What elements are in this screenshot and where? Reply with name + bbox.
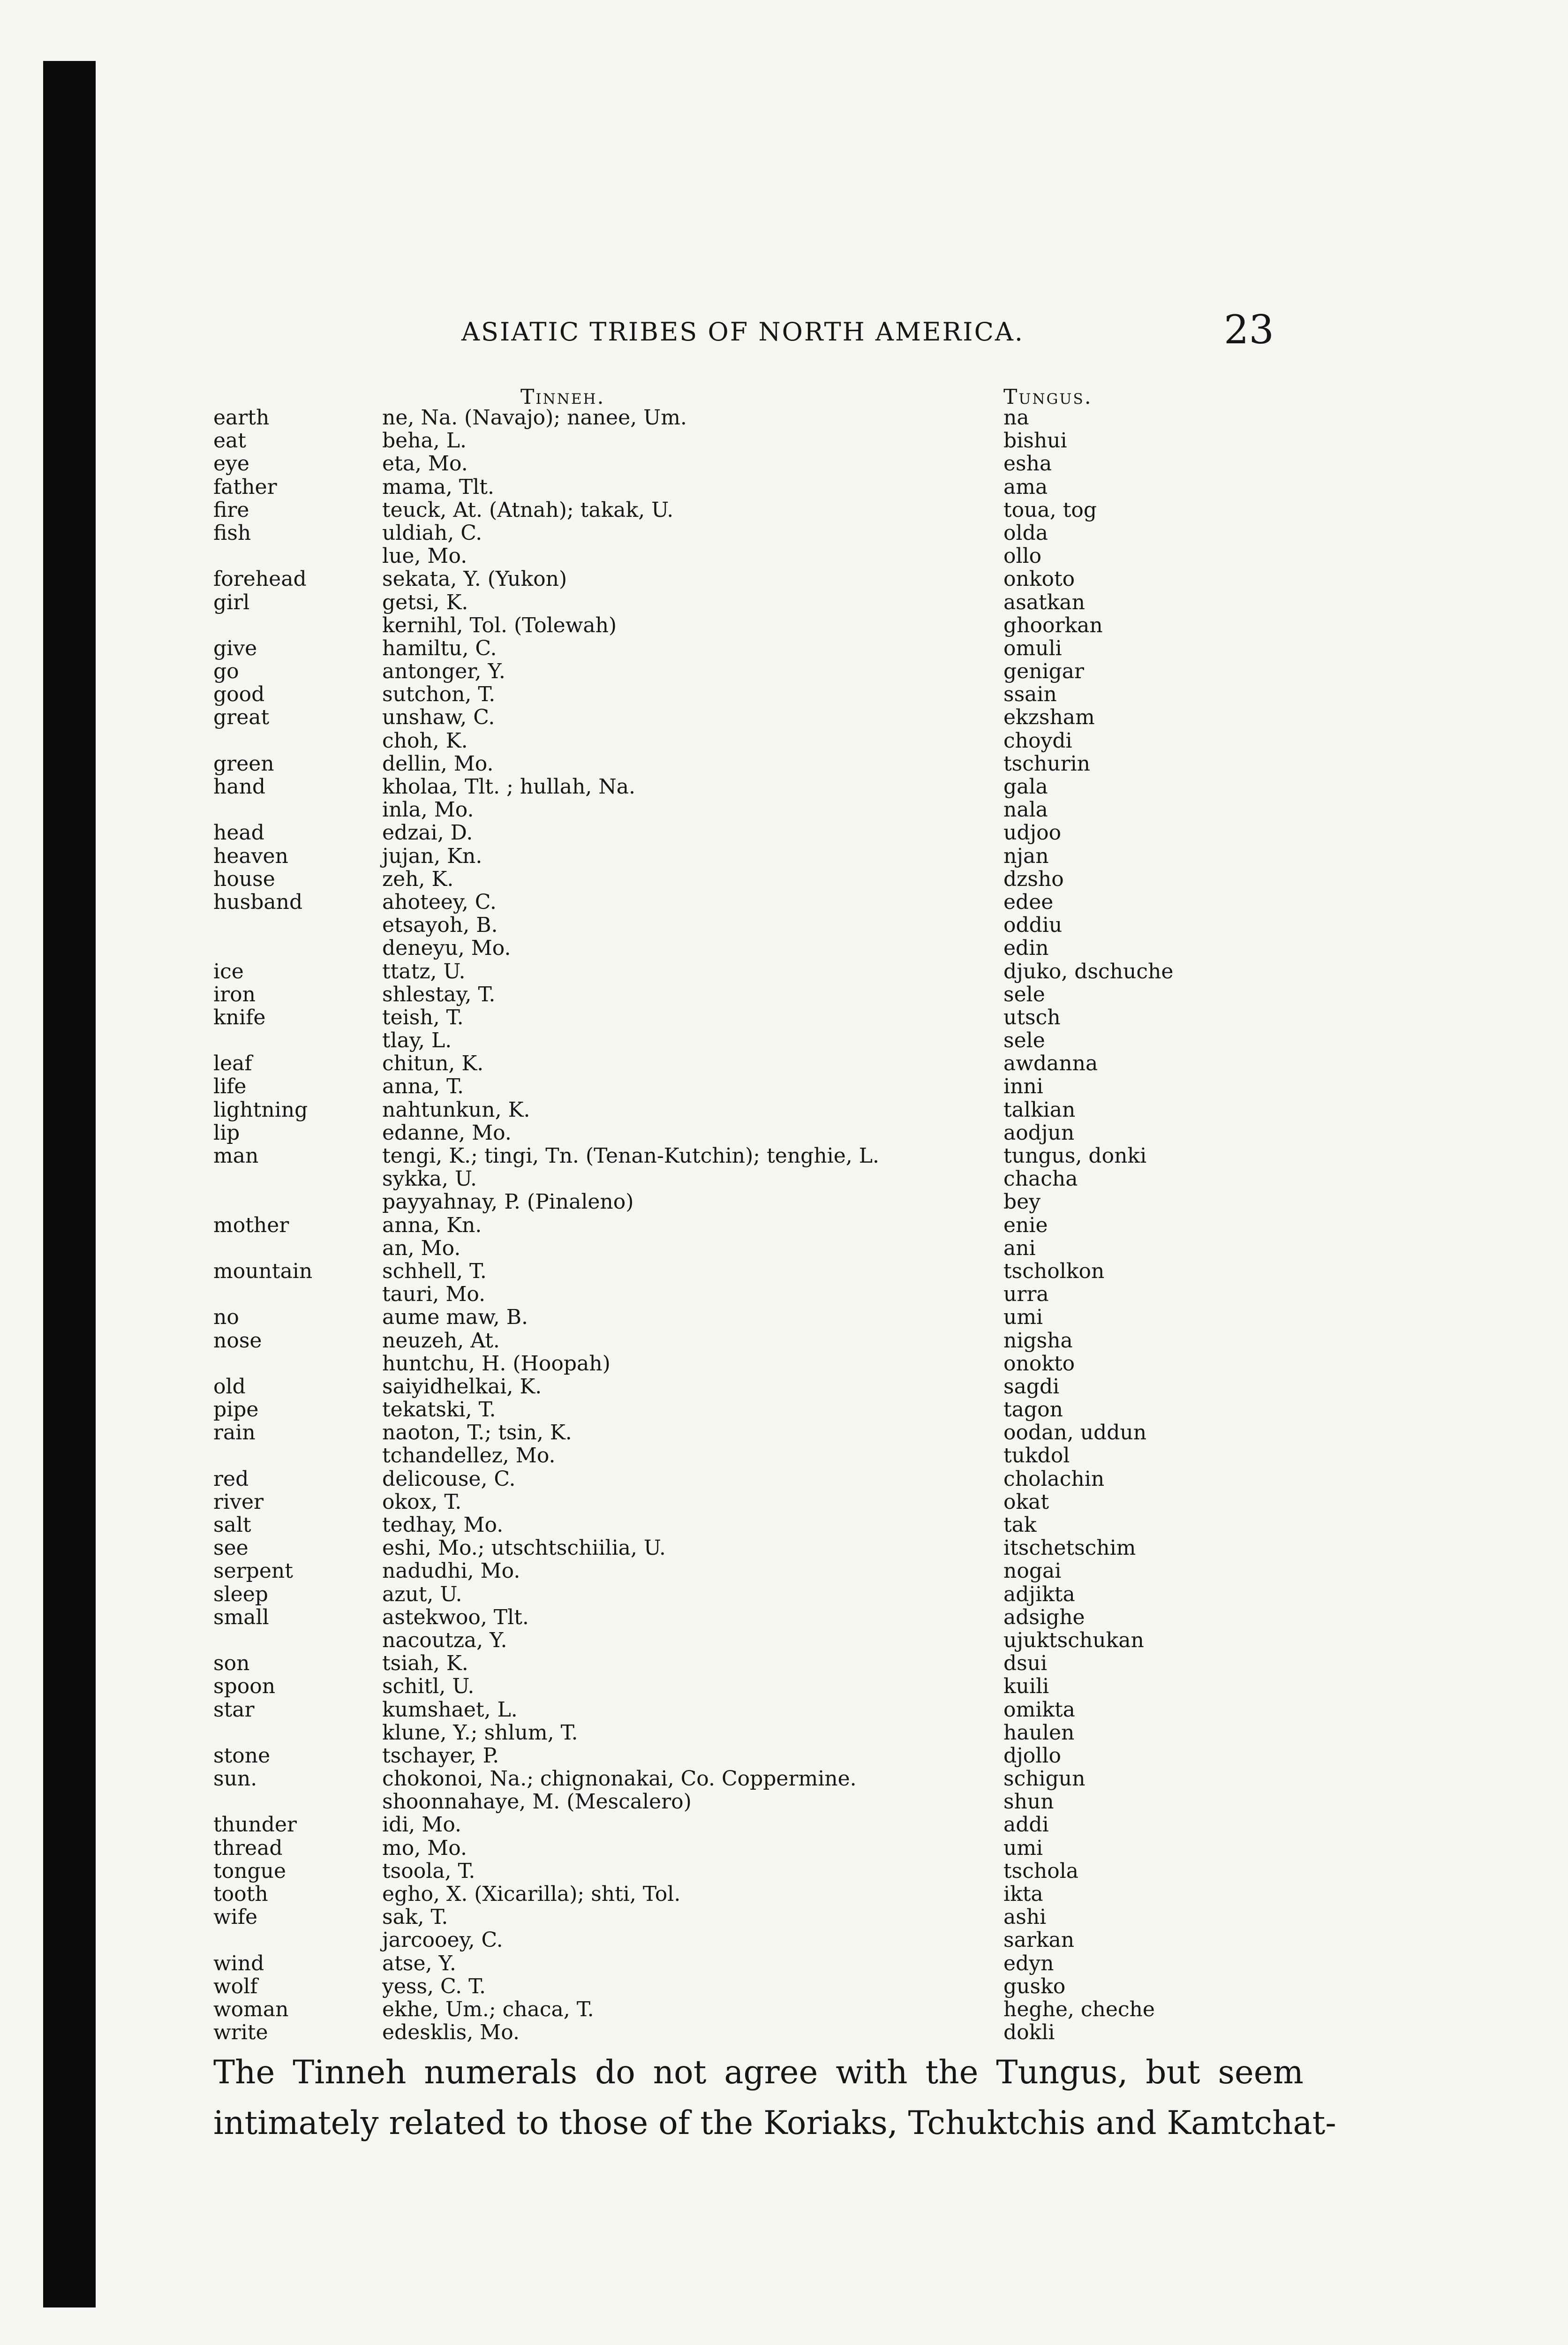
english-word: good xyxy=(213,682,265,707)
english-word: life xyxy=(213,1074,247,1099)
tinneh-word: anna, Kn. xyxy=(382,1213,482,1237)
english-word: head xyxy=(213,821,264,845)
table-row xyxy=(0,1006,1568,1029)
tungus-word: oddiu xyxy=(1003,913,1063,938)
tinneh-word: teish, T. xyxy=(382,1005,464,1029)
english-word: house xyxy=(213,867,275,891)
page-header xyxy=(0,304,1568,360)
table-row xyxy=(0,729,1568,752)
english-word: rain xyxy=(213,1421,256,1445)
tinneh-word: kumshaet, L. xyxy=(382,1697,518,1722)
tinneh-word: atse, Y. xyxy=(382,1951,456,1975)
tinneh-word: astekwoo, Tlt. xyxy=(382,1605,529,1629)
tungus-word: utsch xyxy=(1003,1005,1061,1029)
table-row xyxy=(0,1998,1568,2021)
tungus-word: edyn xyxy=(1003,1951,1054,1975)
tungus-word: haulen xyxy=(1003,1720,1075,1745)
tinneh-word: shlestay, T. xyxy=(382,982,496,1006)
english-word: girl xyxy=(213,590,250,614)
tinneh-word: tekatski, T. xyxy=(382,1398,496,1422)
english-word: forehead xyxy=(213,567,307,591)
english-word: earth xyxy=(213,406,270,430)
tungus-word: sele xyxy=(1003,982,1045,1006)
tinneh-word: kholaa, Tlt. ; hullah, Na. xyxy=(382,775,635,799)
english-word: thunder xyxy=(213,1813,297,1837)
english-word: mountain xyxy=(213,1259,313,1283)
table-row xyxy=(0,1468,1568,1490)
tungus-word: shun xyxy=(1003,1790,1054,1814)
tungus-word: nigsha xyxy=(1003,1328,1073,1353)
tungus-word: tungus, donki xyxy=(1003,1144,1147,1168)
english-word: stone xyxy=(213,1743,271,1768)
tinneh-word: uldiah, C. xyxy=(382,521,482,545)
tungus-word: omikta xyxy=(1003,1697,1075,1722)
tinneh-word: saiyidhelkai, K. xyxy=(382,1374,542,1399)
table-row xyxy=(0,821,1568,844)
tinneh-word: getsi, K. xyxy=(382,590,468,614)
tungus-word: djollo xyxy=(1003,1743,1061,1768)
tinneh-word: eta, Mo. xyxy=(382,452,468,476)
tungus-word: tak xyxy=(1003,1513,1037,1537)
tungus-word: itschetschim xyxy=(1003,1536,1136,1560)
tungus-word: dzsho xyxy=(1003,867,1064,891)
english-word: eye xyxy=(213,452,249,476)
tinneh-word: ttatz, U. xyxy=(382,959,466,983)
tungus-word: na xyxy=(1003,406,1029,430)
table-row xyxy=(0,1906,1568,1929)
tinneh-word: inla, Mo. xyxy=(382,798,474,822)
tinneh-word: huntchu, H. (Hoopah) xyxy=(382,1351,611,1376)
table-row xyxy=(0,1629,1568,1652)
column-heading-tinneh: Tinneh. xyxy=(520,385,605,409)
tungus-word: ani xyxy=(1003,1236,1036,1260)
tungus-word: dokli xyxy=(1003,2020,1055,2045)
tungus-word: ikta xyxy=(1003,1882,1043,1906)
tinneh-word: tengi, K.; tingi, Tn. (Tenan-Kutchin); tenghie, L. xyxy=(382,1144,879,1168)
table-row xyxy=(0,591,1568,614)
table-row xyxy=(0,1837,1568,1860)
tinneh-word: egho, X. (Xicarilla); shti, Tol. xyxy=(382,1882,681,1906)
closing-paragraph xyxy=(213,2047,1336,2148)
tinneh-word: sekata, Y. (Yukon) xyxy=(382,567,567,591)
english-word: mother xyxy=(213,1213,289,1237)
tinneh-word: edanne, Mo. xyxy=(382,1120,512,1145)
table-row xyxy=(0,1190,1568,1213)
tungus-word: ashi xyxy=(1003,1905,1047,1929)
tinneh-word: azut, U. xyxy=(382,1582,462,1606)
tinneh-word: payyahnay, P. (Pinaleno) xyxy=(382,1190,634,1214)
table-row xyxy=(0,1606,1568,1629)
tinneh-word: unshaw, C. xyxy=(382,705,495,730)
table-row xyxy=(0,1860,1568,1883)
tinneh-word: jarcooey, C. xyxy=(382,1928,503,1952)
tinneh-word: idi, Mo. xyxy=(382,1813,462,1837)
tungus-word: sagdi xyxy=(1003,1374,1060,1399)
tinneh-word: klune, Y.; shlum, T. xyxy=(382,1720,578,1745)
tinneh-word: beha, L. xyxy=(382,429,467,453)
tinneh-word: jujan, Kn. xyxy=(382,844,482,868)
english-word: wind xyxy=(213,1951,264,1975)
table-row xyxy=(0,983,1568,1006)
table-row xyxy=(0,1767,1568,1790)
english-word: give xyxy=(213,636,257,660)
tinneh-word: sykka, U. xyxy=(382,1167,477,1191)
tinneh-word: mo, Mo. xyxy=(382,1836,467,1860)
table-row xyxy=(0,1260,1568,1283)
table-row xyxy=(0,1421,1568,1444)
english-word: pipe xyxy=(213,1398,259,1422)
table-row xyxy=(0,567,1568,590)
tungus-word: tscholkon xyxy=(1003,1259,1105,1283)
tungus-word: udjoo xyxy=(1003,821,1062,845)
table-row xyxy=(0,775,1568,798)
tungus-word: edee xyxy=(1003,890,1054,914)
tinneh-word: tsoola, T. xyxy=(382,1859,475,1883)
tinneh-word: mama, Tlt. xyxy=(382,475,494,499)
tinneh-word: sak, T. xyxy=(382,1905,448,1929)
tinneh-word: chokonoi, Na.; chignonakai, Co. Coppermine. xyxy=(382,1767,857,1791)
tinneh-word: edesklis, Mo. xyxy=(382,2020,520,2045)
tungus-word: sarkan xyxy=(1003,1928,1075,1952)
tungus-word: tukdol xyxy=(1003,1444,1070,1468)
tinneh-word: neuzeh, At. xyxy=(382,1328,500,1353)
tungus-word: tagon xyxy=(1003,1398,1063,1422)
tinneh-word: etsayoh, B. xyxy=(382,913,498,938)
tinneh-word: zeh, K. xyxy=(382,867,454,891)
tungus-word: heghe, cheche xyxy=(1003,1997,1155,2021)
tungus-word: choydi xyxy=(1003,728,1072,753)
english-word: knife xyxy=(213,1005,266,1029)
paragraph-line: The Tinneh numerals do not agree with the Tungus, but seem xyxy=(213,2054,1304,2091)
tungus-word: urra xyxy=(1003,1282,1049,1307)
tinneh-word: anna, T. xyxy=(382,1074,464,1099)
english-word: father xyxy=(213,475,277,499)
table-row xyxy=(0,522,1568,545)
tungus-word: bishui xyxy=(1003,429,1067,453)
english-word: fish xyxy=(213,521,251,545)
vocabulary-table xyxy=(0,406,1568,2044)
tungus-word: ghoorkan xyxy=(1003,613,1103,637)
tungus-word: schigun xyxy=(1003,1767,1086,1791)
table-row xyxy=(0,660,1568,683)
tungus-word: inni xyxy=(1003,1074,1043,1099)
english-word: nose xyxy=(213,1328,262,1353)
table-row xyxy=(0,1975,1568,1998)
tungus-word: oodan, uddun xyxy=(1003,1421,1147,1445)
tinneh-word: tschayer, P. xyxy=(382,1743,499,1768)
tungus-word: nala xyxy=(1003,798,1048,822)
table-row xyxy=(0,914,1568,937)
tungus-word: toua, tog xyxy=(1003,498,1097,522)
tinneh-word: tlay, L. xyxy=(382,1029,452,1053)
tungus-word: dsui xyxy=(1003,1651,1048,1676)
tungus-word: bey xyxy=(1003,1190,1041,1214)
tinneh-word: schitl, U. xyxy=(382,1674,475,1699)
tinneh-word: ahoteey, C. xyxy=(382,890,497,914)
tinneh-word: nadudhi, Mo. xyxy=(382,1559,520,1583)
tungus-word: ekzsham xyxy=(1003,705,1095,730)
tungus-word: genigar xyxy=(1003,659,1085,684)
table-row xyxy=(0,1444,1568,1467)
table-row xyxy=(0,637,1568,660)
english-word: tongue xyxy=(213,1859,286,1883)
table-row xyxy=(0,1583,1568,1606)
tungus-word: ssain xyxy=(1003,682,1057,707)
tinneh-word: ne, Na. (Navajo); nanee, Um. xyxy=(382,406,687,430)
table-row xyxy=(0,2021,1568,2044)
english-word: wolf xyxy=(213,1974,258,1998)
table-row xyxy=(0,1306,1568,1329)
english-word: thread xyxy=(213,1836,283,1860)
tinneh-word: shoonnahaye, M. (Mescalero) xyxy=(382,1790,692,1814)
tungus-word: nogai xyxy=(1003,1559,1062,1583)
english-word: wife xyxy=(213,1905,258,1929)
table-row xyxy=(0,1144,1568,1167)
tungus-word: edin xyxy=(1003,936,1049,961)
tungus-word: gusko xyxy=(1003,1974,1066,1998)
tinneh-word: delicouse, C. xyxy=(382,1467,516,1491)
tungus-word: ama xyxy=(1003,475,1048,499)
table-row xyxy=(0,1098,1568,1121)
table-row xyxy=(0,476,1568,499)
table-row xyxy=(0,868,1568,891)
english-word: son xyxy=(213,1651,250,1676)
table-row xyxy=(0,499,1568,522)
tungus-word: tschola xyxy=(1003,1859,1079,1883)
table-row xyxy=(0,845,1568,868)
tungus-word: aodjun xyxy=(1003,1120,1075,1145)
tungus-word: ujuktschukan xyxy=(1003,1628,1144,1652)
table-row xyxy=(0,1237,1568,1260)
english-word: great xyxy=(213,705,270,730)
tinneh-word: kernihl, Tol. (Tolewah) xyxy=(382,613,617,637)
tungus-word: awdanna xyxy=(1003,1051,1098,1076)
english-word: heaven xyxy=(213,844,288,868)
english-word: sun. xyxy=(213,1767,257,1791)
english-word: river xyxy=(213,1490,264,1514)
tinneh-word: eshi, Mo.; utschtschiilia, U. xyxy=(382,1536,666,1560)
table-row xyxy=(0,1929,1568,1952)
english-word: star xyxy=(213,1697,255,1722)
tinneh-word: sutchon, T. xyxy=(382,682,496,707)
table-row xyxy=(0,1283,1568,1306)
tinneh-word: yess, C. T. xyxy=(382,1974,486,1998)
tungus-word: addi xyxy=(1003,1813,1049,1837)
table-row xyxy=(0,452,1568,475)
tungus-word: gala xyxy=(1003,775,1048,799)
tungus-word: tschurin xyxy=(1003,751,1091,776)
tinneh-word: nahtunkun, K. xyxy=(382,1097,530,1122)
table-row xyxy=(0,1698,1568,1721)
english-word: small xyxy=(213,1605,269,1629)
tinneh-word: nacoutza, Y. xyxy=(382,1628,507,1652)
tungus-word: okat xyxy=(1003,1490,1049,1514)
tinneh-word: naoton, T.; tsin, K. xyxy=(382,1421,572,1445)
tungus-word: enie xyxy=(1003,1213,1048,1237)
tinneh-word: ekhe, Um.; chaca, T. xyxy=(382,1997,594,2021)
tinneh-word: choh, K. xyxy=(382,728,468,753)
tinneh-word: tedhay, Mo. xyxy=(382,1513,504,1537)
tungus-word: adsighe xyxy=(1003,1605,1085,1629)
tinneh-word: schhell, T. xyxy=(382,1259,487,1283)
tinneh-word: aume maw, B. xyxy=(382,1305,528,1330)
tinneh-word: teuck, At. (Atnah); takak, U. xyxy=(382,498,674,522)
tungus-word: njan xyxy=(1003,844,1049,868)
running-title: ASIATIC TRIBES OF NORTH AMERICA. xyxy=(461,317,1025,347)
table-row xyxy=(0,1052,1568,1075)
english-word: fire xyxy=(213,498,249,522)
table-row xyxy=(0,1490,1568,1513)
table-row xyxy=(0,1744,1568,1767)
tinneh-word: tauri, Mo. xyxy=(382,1282,486,1307)
table-row xyxy=(0,1352,1568,1375)
table-row xyxy=(0,798,1568,821)
english-word: serpent xyxy=(213,1559,293,1583)
tungus-word: kuili xyxy=(1003,1674,1049,1699)
table-row xyxy=(0,1675,1568,1698)
english-word: ice xyxy=(213,959,244,983)
tungus-word: ollo xyxy=(1003,544,1042,568)
tinneh-word: dellin, Mo. xyxy=(382,751,494,776)
english-word: iron xyxy=(213,982,256,1006)
page-number: 23 xyxy=(1224,307,1274,353)
table-row xyxy=(0,614,1568,637)
english-word: man xyxy=(213,1144,259,1168)
table-row xyxy=(0,545,1568,567)
table-row xyxy=(0,1398,1568,1421)
english-word: tooth xyxy=(213,1882,268,1906)
tinneh-word: an, Mo. xyxy=(382,1236,461,1260)
table-row xyxy=(0,1652,1568,1675)
english-word: lightning xyxy=(213,1097,308,1122)
tinneh-word: edzai, D. xyxy=(382,821,473,845)
table-row xyxy=(0,960,1568,983)
tinneh-word: deneyu, Mo. xyxy=(382,936,511,961)
table-row xyxy=(0,1513,1568,1536)
table-row xyxy=(0,1559,1568,1582)
table-row xyxy=(0,1167,1568,1190)
table-row xyxy=(0,891,1568,914)
english-word: lip xyxy=(213,1120,240,1145)
tungus-word: talkian xyxy=(1003,1097,1076,1122)
table-row xyxy=(0,1029,1568,1052)
english-word: see xyxy=(213,1536,249,1560)
tungus-word: djuko, dschuche xyxy=(1003,959,1174,983)
english-word: no xyxy=(213,1305,239,1330)
tungus-word: adjikta xyxy=(1003,1582,1075,1606)
english-word: leaf xyxy=(213,1051,252,1076)
english-word: go xyxy=(213,659,239,684)
tinneh-word: antonger, Y. xyxy=(382,659,505,684)
english-word: red xyxy=(213,1467,249,1491)
tungus-word: umi xyxy=(1003,1305,1043,1330)
tungus-word: sele xyxy=(1003,1029,1045,1053)
table-row xyxy=(0,1121,1568,1144)
tungus-word: onokto xyxy=(1003,1351,1075,1376)
table-row xyxy=(0,937,1568,960)
table-row xyxy=(0,1075,1568,1098)
paragraph-line: intimately related to those of the Koriaks, Tchuktchis and Kamtchat- xyxy=(213,2104,1336,2142)
tungus-word: esha xyxy=(1003,452,1052,476)
english-word: hand xyxy=(213,775,266,799)
english-word: woman xyxy=(213,1997,289,2021)
tinneh-word: hamiltu, C. xyxy=(382,636,497,660)
table-row xyxy=(0,429,1568,452)
tinneh-word: okox, T. xyxy=(382,1490,462,1514)
english-word: write xyxy=(213,2020,268,2045)
table-row xyxy=(0,1813,1568,1836)
table-row xyxy=(0,683,1568,706)
english-word: green xyxy=(213,751,274,776)
english-word: sleep xyxy=(213,1582,268,1606)
tinneh-word: chitun, K. xyxy=(382,1051,484,1076)
tungus-word: umi xyxy=(1003,1836,1043,1860)
table-row xyxy=(0,1721,1568,1744)
english-word: eat xyxy=(213,429,246,453)
table-row xyxy=(0,752,1568,775)
column-heading-tungus: Tungus. xyxy=(1003,385,1093,409)
table-row xyxy=(0,1883,1568,1906)
tungus-word: omuli xyxy=(1003,636,1062,660)
tungus-word: olda xyxy=(1003,521,1048,545)
tungus-word: chacha xyxy=(1003,1167,1078,1191)
tungus-word: onkoto xyxy=(1003,567,1075,591)
tinneh-word: tsiah, K. xyxy=(382,1651,468,1676)
tungus-word: cholachin xyxy=(1003,1467,1105,1491)
tinneh-word: lue, Mo. xyxy=(382,544,467,568)
table-row xyxy=(0,1536,1568,1559)
english-word: salt xyxy=(213,1513,251,1537)
table-row xyxy=(0,1790,1568,1813)
tungus-word: asatkan xyxy=(1003,590,1085,614)
table-row xyxy=(0,1952,1568,1975)
table-row xyxy=(0,1329,1568,1352)
table-row xyxy=(0,1214,1568,1237)
english-word: husband xyxy=(213,890,303,914)
tinneh-word: tchandellez, Mo. xyxy=(382,1444,556,1468)
table-row xyxy=(0,706,1568,729)
table-row xyxy=(0,1375,1568,1398)
table-row xyxy=(0,406,1568,429)
english-word: spoon xyxy=(213,1674,276,1699)
english-word: old xyxy=(213,1374,246,1399)
